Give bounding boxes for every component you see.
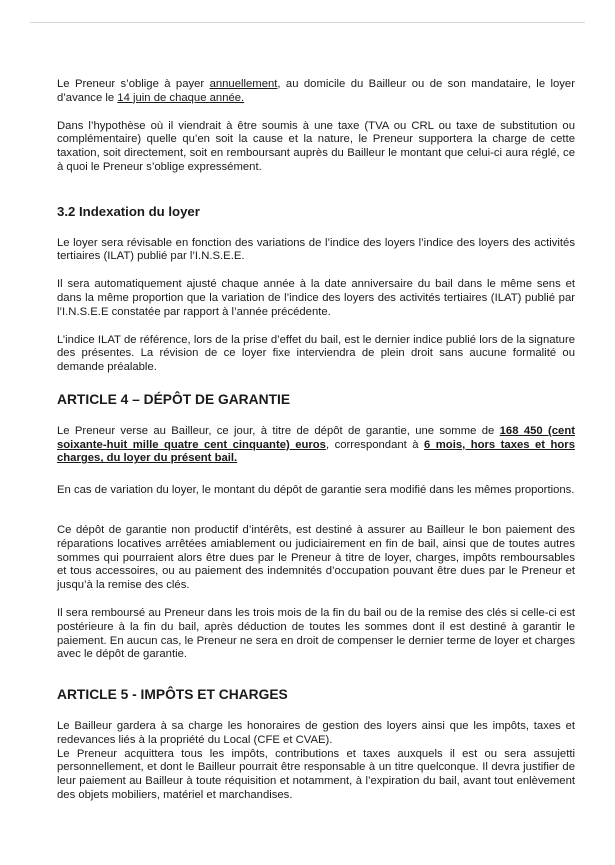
text-run: , correspondant à (325, 438, 424, 451)
deposit-purpose-paragraph: Ce dépôt de garantie non productif d’intérêts, est destiné à assurer au Bailleur le bon paiement des réparations locatives arrêtées amiablement ou judiciairement en fin de bail, ainsi que de toutes autres sommes qui pourraient alors être dues par le Preneur à titre de loyer, charges, impôts remboursables et tous accessoires, ou au paiement des indemnités d’occupation pouvant être dues par le Preneur et jusqu’à la remise des clés. (57, 523, 575, 592)
deposit-paragraph (57, 425, 575, 466)
taxes-landlord-paragraph: Le Bailleur gardera à sa charge les honoraires de gestion des loyers ainsi que les impôts, taxes et redevances liés à la propriété du Local (CFE et CVAE). (57, 719, 575, 746)
section-heading: 3.2 Indexation du loyer (57, 203, 200, 219)
underlined-term: annuellement (209, 78, 278, 90)
indexation-paragraph-3: L’indice ILAT de référence, lors de la prise d’effet du bail, est le dernier indice publié lors de la signature des présentes. La révision de ce loyer fixe interviendra de plein droit sans aucune formalité ou demande préalable. (57, 333, 575, 374)
deposit-amount: 168 450 (cent soixante-huit mille quatre cent cinquante) euros (57, 424, 575, 451)
text-run: Le Preneur s’oblige à payer (57, 78, 210, 90)
deposit-refund-paragraph: Il sera remboursé au Preneur dans les trois mois de la fin du bail ou de la remise des clés si celle-ci est postérieure à la fin du bail, après déduction de toutes les sommes dont il est destiné à garantir le paiement. En aucun cas, le Preneur ne sera en droit de compenser le dernier terme de loyer et charges avec le dépôt de garantie. (57, 606, 575, 661)
taxes-tenant-paragraph: Le Preneur acquittera tous les impôts, contributions et taxes auxquels il est ou sera assujetti personnellement, et dont le Bailleur pourrait être responsable à un titre quelconque. Il devra justifier de leur paiement au Bailleur à toute réquisition et notamment, à l’expiration du bail, avant tout enlèvement des objets mobiliers, matériel et marchandises. (57, 747, 575, 801)
rent-payment-paragraph (57, 78, 575, 106)
indexation-paragraph-2: Il sera automatiquement ajusté chaque année à la date anniversaire du bail dans le même sens et dans la même proportion que la variation de l’indice des loyers des activités tertiaires (ILAT) publié par l’I.N.S.E.E constatée par rapport à l’année précédente. (57, 278, 575, 318)
document-page (57, 78, 575, 803)
article-heading: ARTICLE 5 - IMPÔTS ET CHARGES (57, 687, 288, 703)
text-run: , au domicile du Bailleur ou de son mandataire, le loyer d’avance le (57, 78, 575, 104)
underlined-date: 14 juin de chaque année. (117, 91, 245, 104)
deposit-term: 6 mois, hors taxes et hors charges, du loyer du présent bail. (57, 438, 575, 465)
indexation-paragraph-1: Le loyer sera révisable en fonction des variations de l’indice des loyers l’indice des loyers des activités tertiaires (ILAT) publié par l’I.N.S.E.E. (57, 236, 575, 263)
tax-paragraph: Dans l’hypothèse où il viendrait à être soumis à une taxe (TVA ou CRL ou taxe de substitution ou complémentaire) quelle qu’en soit la cause et la nature, le Preneur supportera la charge de cette taxation, soit directement, soit en remboursant auprès du Bailleur le montant que celui-ci aura réglé, ce à quoi le Preneur s’oblige expressément. (57, 119, 575, 173)
article-heading: ARTICLE 4 – DÉPÔT DE GARANTIE (57, 391, 291, 407)
text-run: Le Preneur verse au Bailleur, ce jour, à titre de dépôt de garantie, une somme de (57, 424, 500, 437)
page-top-rule (30, 22, 585, 23)
deposit-variation-paragraph: En cas de variation du loyer, le montant du dépôt de garantie sera modifié dans les mêmes proportions. (57, 484, 575, 497)
